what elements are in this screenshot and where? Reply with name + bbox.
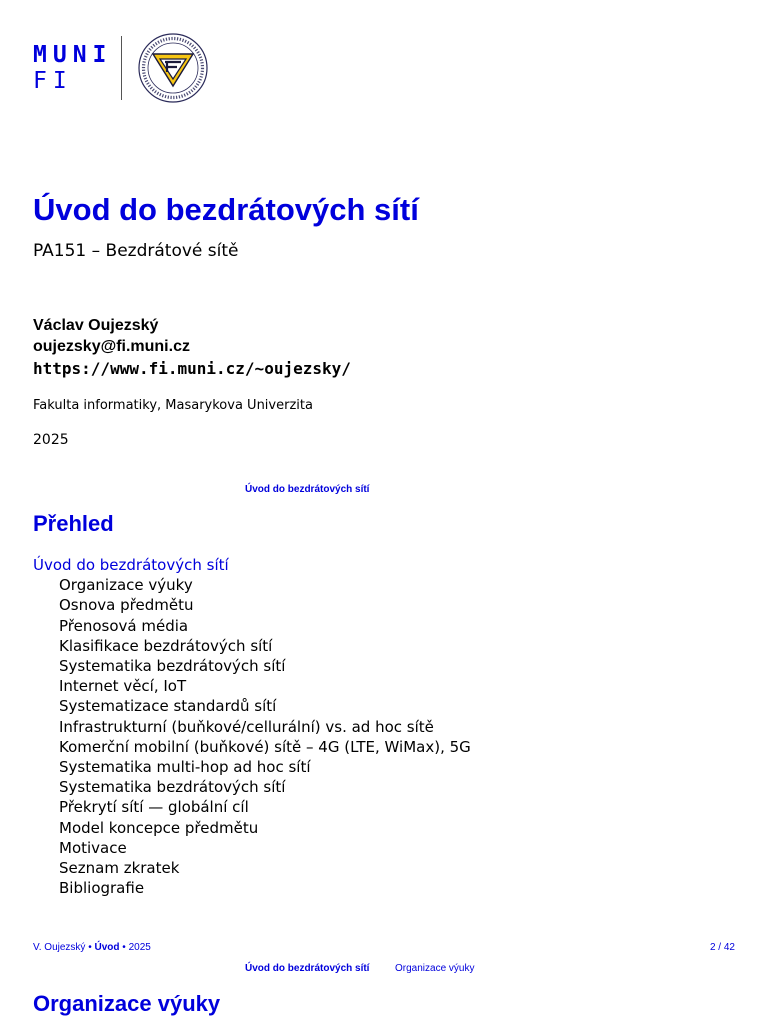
toc-item[interactable]: Internet věcí, IoT bbox=[59, 677, 187, 696]
logo-divider bbox=[121, 36, 122, 100]
muni-wordmark-line: MUNI bbox=[33, 42, 113, 68]
toc-item[interactable]: Systematika bezdrátových sítí bbox=[59, 778, 286, 797]
footer-year: 2025 bbox=[128, 942, 151, 953]
toc-item[interactable]: Přenosová média bbox=[59, 616, 189, 635]
toc-item[interactable]: Motivace bbox=[59, 838, 127, 857]
overview-title: Přehled bbox=[33, 511, 114, 536]
muni-fi-logo bbox=[33, 36, 233, 106]
institution: Fakulta informatiky, Masarykova Univerzita bbox=[33, 398, 313, 413]
page-number: 2 / 42 bbox=[709, 942, 735, 953]
toc-item[interactable]: Model koncepce předmětu bbox=[59, 818, 259, 837]
fi-wordmark-line: FI bbox=[33, 68, 73, 94]
muni-fi-wordmark bbox=[33, 42, 112, 94]
toc-item[interactable]: Systematizace standardů sítí bbox=[59, 697, 277, 716]
toc-item[interactable]: Seznam zkratek bbox=[59, 859, 180, 878]
nav-section-link[interactable]: Úvod do bezdrátových sítí bbox=[245, 963, 370, 974]
toc-item[interactable]: Systematika bezdrátových sítí bbox=[59, 657, 286, 676]
author-name: Václav Oujezský bbox=[33, 317, 159, 334]
toc-item[interactable]: Klasifikace bezdrátových sítí bbox=[59, 636, 273, 655]
toc-item[interactable]: Organizace výuky bbox=[59, 576, 193, 595]
footer-author: V. Oujezský bbox=[33, 942, 86, 953]
footer-separator: • bbox=[122, 942, 126, 953]
nav-subsection-link[interactable]: Organizace výuky bbox=[395, 963, 475, 974]
toc-item[interactable]: Komerční mobilní (buňkové) sítě – 4G (LTE, WiMax), 5G bbox=[59, 737, 471, 756]
toc-item[interactable]: Infrastrukturní (buňkové/cellurální) vs. ad hoc sítě bbox=[59, 717, 434, 736]
author-email: oujezsky@fi.muni.cz bbox=[33, 338, 190, 355]
slide-title: Organizace výuky bbox=[33, 991, 221, 1016]
toc-item[interactable]: Systematika multi-hop ad hoc sítí bbox=[59, 758, 311, 777]
footer-separator: • bbox=[88, 942, 92, 953]
footer-short-title: Úvod bbox=[94, 942, 120, 953]
toc-item[interactable]: Bibliografie bbox=[59, 879, 145, 898]
author-url: https://www.fi.muni.cz/~oujezsky/ bbox=[33, 359, 351, 378]
nav-section-link[interactable]: Úvod do bezdrátových sítí bbox=[245, 484, 370, 495]
faculty-seal-icon bbox=[137, 32, 209, 104]
slide-footer bbox=[33, 942, 735, 954]
toc-item[interactable]: Překrytí sítí — globální cíl bbox=[59, 798, 249, 817]
presentation-title: Úvod do bezdrátových sítí bbox=[33, 192, 419, 227]
toc-section-link[interactable]: Úvod do bezdrátových sítí bbox=[33, 556, 229, 574]
presentation-subtitle: PA151 – Bezdrátové sítě bbox=[33, 241, 239, 261]
presentation-year: 2025 bbox=[33, 432, 69, 448]
toc-item[interactable]: Osnova předmětu bbox=[59, 596, 194, 615]
table-of-contents bbox=[33, 555, 471, 898]
